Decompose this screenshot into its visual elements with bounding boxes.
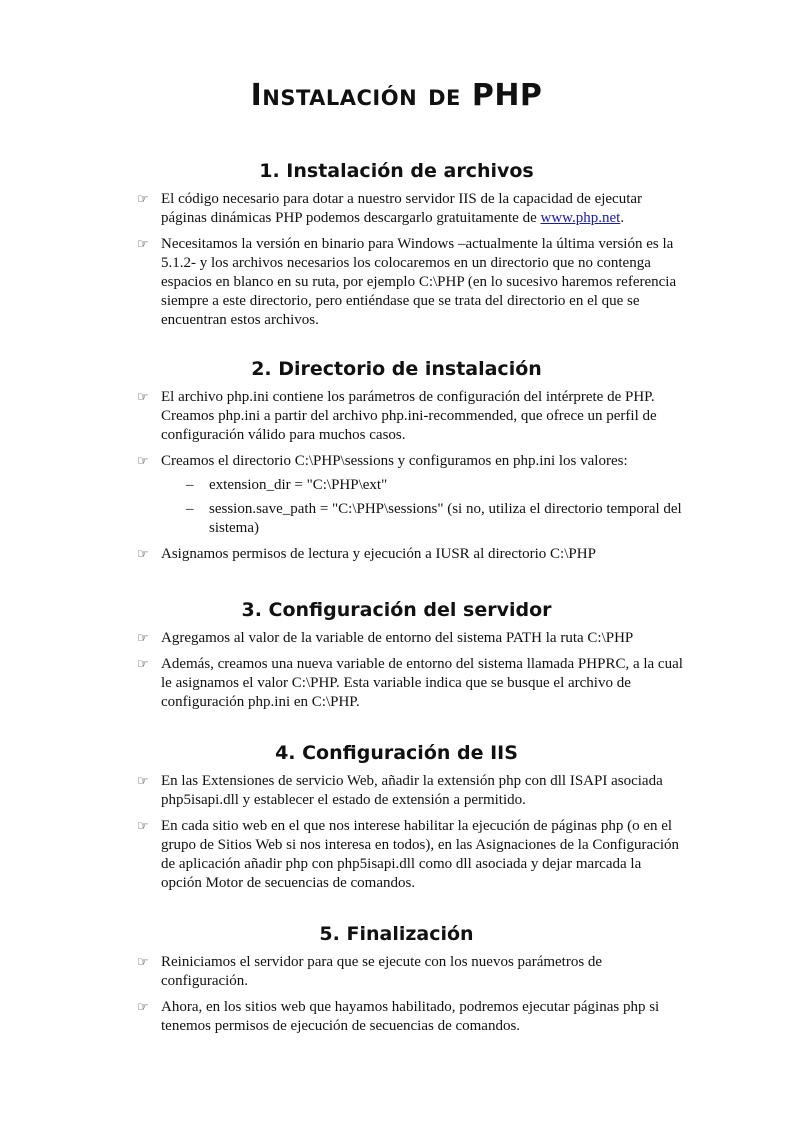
list-item	[0, 998, 793, 1036]
section-heading: 2. Directorio de instalación	[251, 358, 542, 380]
bullet-text: En las Extensiones de servicio Web, añadir la extensión php con dll ISAPI asociada php5isapi.dll y establecer el estado de extensión a permitido.	[161, 773, 663, 808]
list-item	[0, 545, 793, 564]
list-item	[0, 388, 793, 445]
section-heading: 1. Instalación de archivos	[259, 160, 534, 182]
pointing-hand-icon: ☞	[137, 774, 149, 789]
section-3	[0, 597, 793, 719]
section-heading: 4. Configuración de IIS	[275, 742, 518, 764]
bullet-text: Agregamos al valor de la variable de entorno del sistema PATH la ruta C:\PHP	[161, 630, 634, 646]
list-item	[0, 817, 793, 893]
bullet-text: Asignamos permisos de lectura y ejecución a IUSR al directorio C:\PHP	[161, 546, 596, 562]
sub-item-text: session.save_path = "C:\PHP\sessions" (si no, utiliza el directorio temporal del sistema)	[209, 501, 682, 536]
bullet-list	[0, 772, 793, 893]
bullet-text: Ahora, en los sitios web que hayamos habilitado, podremos ejecutar páginas php si tenemos permisos de ejecución de secuencias de comandos.	[161, 999, 660, 1034]
dash-mark: –	[186, 501, 194, 517]
bullet-list	[0, 190, 793, 330]
pointing-hand-icon: ☞	[137, 547, 149, 562]
pointing-hand-icon: ☞	[137, 955, 149, 970]
section-heading: 5. Finalización	[319, 923, 474, 945]
section-2	[0, 356, 793, 571]
sub-list	[161, 476, 683, 538]
pointing-hand-icon: ☞	[137, 390, 149, 405]
document-title: Instalación de PHP	[250, 78, 543, 113]
list-item	[0, 772, 793, 810]
bullet-list	[0, 953, 793, 1036]
pointing-hand-icon: ☞	[137, 454, 149, 469]
pointing-hand-icon: ☞	[137, 237, 149, 252]
section-4	[0, 740, 793, 900]
section-5	[0, 921, 793, 1043]
list-item	[0, 629, 793, 648]
pointing-hand-icon: ☞	[137, 657, 149, 672]
pointing-hand-icon: ☞	[137, 1000, 149, 1015]
pointing-hand-icon: ☞	[137, 631, 149, 646]
bullet-text: El archivo php.ini contiene los parámetros de configuración del intérprete de PHP. Creamos php.ini a partir del archivo php.ini-recommended, que ofrece un perfil de configuración válido para muchos casos.	[161, 389, 657, 443]
sub-item-text: extension_dir = "C:\PHP\ext"	[209, 477, 388, 493]
bullet-text: Además, creamos una nueva variable de entorno del sistema llamada PHPRC, a la cual le asignamos el valor C:\PHP. Esta variable indica que se busque el archivo de configuración php.ini en C:\PHP.	[161, 656, 683, 710]
php-net-link[interactable]: www.php.net	[540, 210, 621, 226]
dash-mark: –	[186, 477, 194, 493]
list-item	[0, 190, 793, 228]
sub-list-item	[0, 476, 683, 495]
bullet-list	[0, 629, 793, 712]
bullet-text: El código necesario para dotar a nuestro servidor IIS de la capacidad de ejecutar páginas dinámicas PHP podemos descargarlo gratuitamente de	[161, 191, 643, 226]
section-heading: 3. Configuración del servidor	[241, 599, 552, 621]
bullet-list	[0, 388, 793, 564]
bullet-text: En cada sitio web en el que nos interese habilitar la ejecución de páginas php (o en el grupo de Sitios Web si nos interesa en todos), en las Asignaciones de la Configuración de aplicación añadir php con php5isapi.dll como dll asociada y dejar marcada la opción Motor de secuencias de comandos.	[161, 818, 680, 891]
list-item	[0, 655, 793, 712]
list-item	[0, 953, 793, 991]
pointing-hand-icon: ☞	[137, 819, 149, 834]
bullet-text: Creamos el directorio C:\PHP\sessions y configuramos en php.ini los valores:	[161, 453, 628, 469]
bullet-text: Necesitamos la versión en binario para Windows –actualmente la última versión es la 5.1.2- y los archivos necesarios los colocaremos en un directorio que no contenga espacios en blanco en su ruta, por ejemplo C:\PHP (en lo sucesivo haremos referencia siempre a este directorio, pero entiéndase que se trata del directorio en el que se encuentran estos archivos.	[161, 236, 677, 328]
pointing-hand-icon: ☞	[137, 192, 149, 207]
list-item	[0, 235, 793, 330]
sub-list-item	[0, 500, 683, 538]
bullet-text-end: .	[620, 210, 625, 226]
section-1	[0, 158, 793, 337]
bullet-text: Reiniciamos el servidor para que se ejecute con los nuevos parámetros de configuración.	[161, 954, 603, 989]
list-item	[0, 452, 793, 538]
